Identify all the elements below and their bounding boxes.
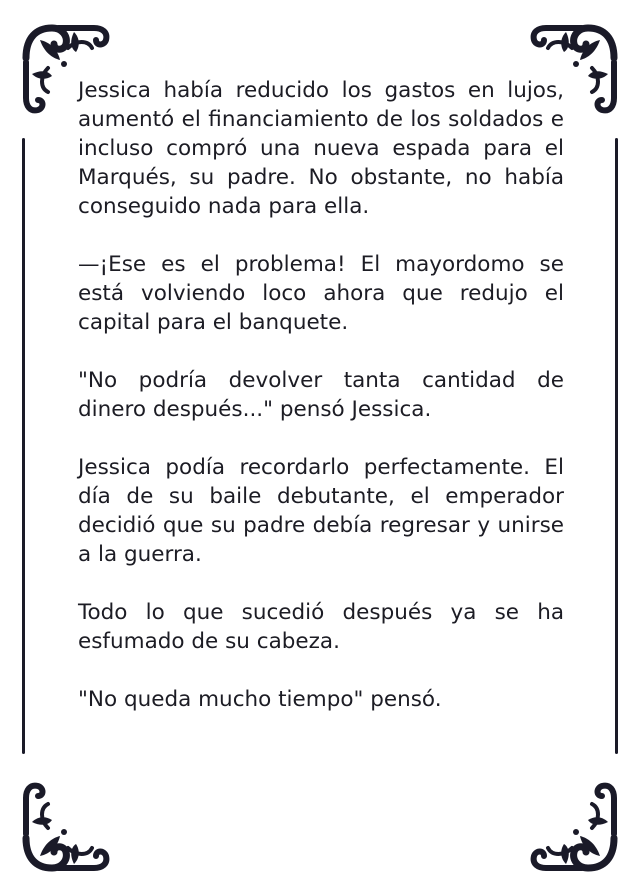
paragraph-2: —¡Ese es el problema! El mayordomo se está volviendo loco ahora que redujo el capital para el banquete. — [78, 252, 564, 335]
right-border-line — [615, 138, 618, 754]
story-text — [78, 76, 564, 743]
left-border-line — [22, 138, 25, 754]
paragraph-3: "No podría devolver tanta cantidad de dinero después..." pensó Jessica. — [78, 368, 564, 422]
paragraph-1: Jessica había reducido los gastos en lujos, aumentó el financiamiento de los soldados e incluso compró una nueva espada para el Marqués, su padre. No obstante, no había conseguido nada para ella. — [78, 78, 564, 219]
paragraph-6: "No queda mucho tiempo" pensó. — [78, 687, 442, 712]
flourish-corner-icon — [18, 778, 118, 878]
flourish-corner-icon — [522, 778, 622, 878]
paragraph-5: Todo lo que sucedió después ya se ha esfumado de su cabeza. — [78, 600, 564, 654]
paragraph-4: Jessica podía recordarlo perfectamente. El día de su baile debutante, el emperador decidió que su padre debía regresar y unirse a la guerra. — [78, 455, 564, 567]
